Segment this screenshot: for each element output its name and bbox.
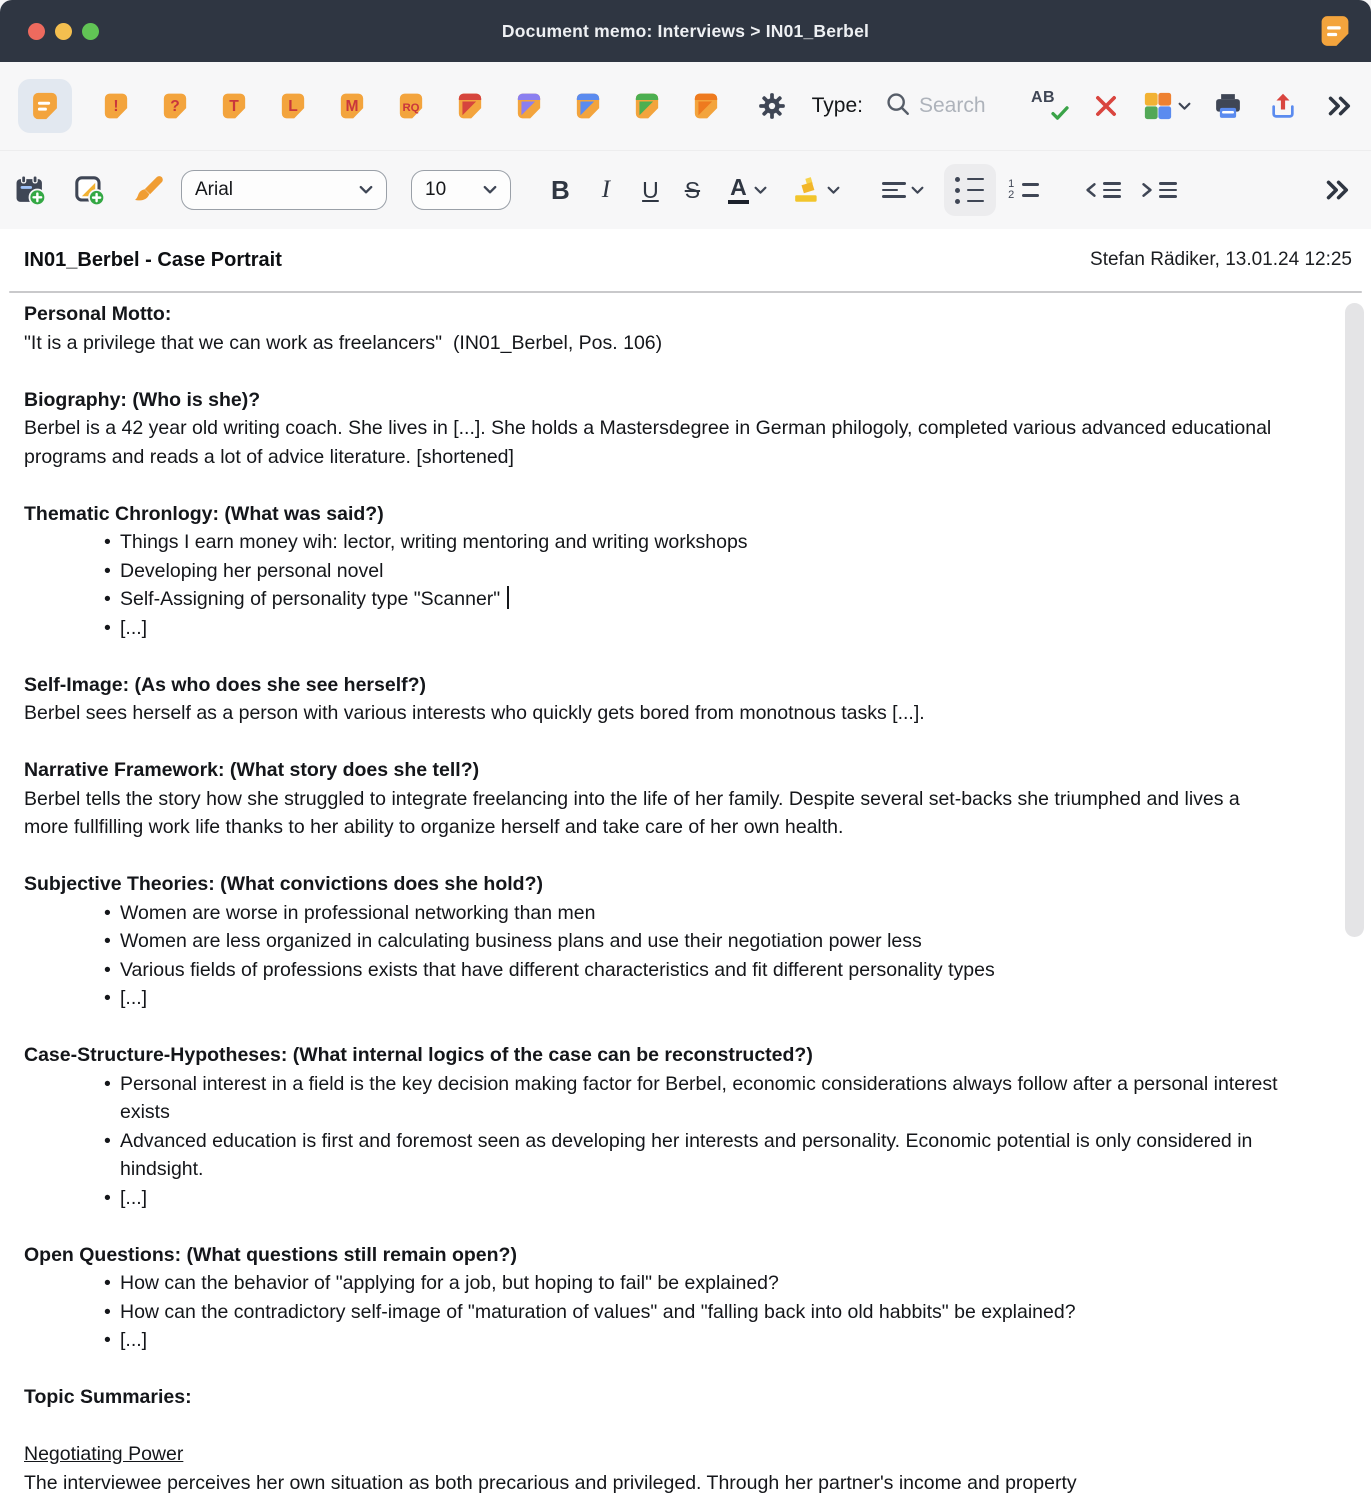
orange-memo-button[interactable] <box>691 91 721 121</box>
overflow-icon[interactable] <box>1327 95 1353 117</box>
gear-icon[interactable] <box>758 92 786 120</box>
memo-section <box>24 1041 1283 1212</box>
section-heading: Topic Summaries: <box>24 1386 192 1408</box>
purple-memo-button[interactable] <box>514 91 544 121</box>
spellcheck-icon[interactable]: AB <box>1031 89 1067 123</box>
check-icon <box>1051 106 1069 125</box>
standard-memo-button[interactable] <box>18 79 72 133</box>
section-subheading: Negotiating Power <box>24 1443 184 1465</box>
minimize-button[interactable] <box>55 23 72 40</box>
paragraph: Berbel sees herself as a person with various interests who quickly gets bored from monotnous tasks [...]. <box>24 702 925 724</box>
outdent-button[interactable] <box>1085 182 1121 198</box>
section-heading: Thematic Chronlogy: (What was said?) <box>24 502 384 525</box>
section-heading: Subjective Theories: (What convictions does she hold?) <box>24 873 543 895</box>
font-size-select[interactable]: 10 <box>411 170 511 210</box>
memo-title: IN01_Berbel - Case Portrait <box>24 248 282 271</box>
bullet-item: • Women are less organized in calculating business plans and use their negotiation power less <box>24 927 1283 956</box>
research-question-memo-button[interactable] <box>396 91 426 121</box>
search-input[interactable] <box>919 94 1007 118</box>
blue-memo-button[interactable] <box>573 91 603 121</box>
export-icon[interactable] <box>1269 92 1297 120</box>
format-toolbar <box>0 150 1371 229</box>
chevron-down-icon <box>754 186 767 195</box>
highlight-button[interactable] <box>791 175 840 206</box>
svg-text:L: L <box>288 98 298 116</box>
close-button[interactable] <box>28 23 45 40</box>
memo-section <box>24 1241 1283 1355</box>
bullet-item: • How can the behavior of "applying for a job, but hoping to fail" be explained? <box>24 1269 1283 1298</box>
text-cursor <box>507 586 509 609</box>
section-heading: Narrative Framework: (What story does she tell?) <box>24 759 480 781</box>
memo-type-buttons <box>18 79 721 133</box>
addons-icon[interactable] <box>1143 91 1191 121</box>
memo-section <box>24 386 1283 472</box>
print-icon[interactable] <box>1213 91 1243 121</box>
important-memo-button[interactable] <box>101 91 131 121</box>
bullet-item: • [...] <box>24 1326 1283 1355</box>
window-title: Document memo: Interviews > IN01_Berbel <box>501 20 870 41</box>
indent-icon <box>1159 182 1177 198</box>
search-field[interactable] <box>885 91 1007 122</box>
paragraph: Berbel tells the story how she struggled to integrate freelancing into the life of her family. Despite several set-backs she triumphed and lives a more fullfilling work life thanks to her ability to organize herself and take care of her own health. <box>24 787 1246 838</box>
titlebar <box>0 0 1371 62</box>
memo-icon <box>1317 13 1353 49</box>
section-heading: Biography: (Who is she)? <box>24 388 261 411</box>
numbered-list-icon: 1 2 <box>1008 182 1039 198</box>
bullet-item: • Developing her personal novel <box>24 557 1283 586</box>
section-heading: Self-Image: (As who does she see herself?) <box>24 673 427 696</box>
bullet-item: • Various fields of professions exists that have different characteristics and fit different personality types <box>24 956 1283 985</box>
svg-text:M: M <box>345 98 359 116</box>
svg-text:?: ? <box>170 98 180 116</box>
insert-date-icon[interactable] <box>14 174 47 207</box>
bullet-item: • [...] <box>24 984 1283 1013</box>
chevron-down-icon <box>483 179 497 201</box>
memo-section <box>24 870 1283 1013</box>
indent-button[interactable] <box>1141 182 1177 198</box>
bullet-item: • Self-Assigning of personality type "Scanner" <box>24 585 1283 614</box>
chevron-down-icon <box>827 186 840 195</box>
section-heading: Open Questions: (What questions still remain open?) <box>24 1243 517 1266</box>
memo-toolbar-actions <box>758 89 1353 123</box>
chevron-down-icon <box>359 179 373 201</box>
scrollbar-thumb[interactable] <box>1345 303 1364 937</box>
remove-icon[interactable] <box>1093 93 1119 119</box>
strikethrough-button[interactable]: S <box>684 176 701 203</box>
question-memo-button[interactable] <box>160 91 190 121</box>
memo-section <box>24 671 1283 728</box>
text-color-button[interactable]: A <box>728 176 767 204</box>
bullet-item: • How can the contradictory self-image of "maturation of values" and "falling back into old habbits" be explained? <box>24 1298 1283 1327</box>
bullet-list-icon <box>955 177 984 204</box>
memo-section <box>24 1440 1283 1497</box>
literature-memo-button[interactable] <box>278 91 308 121</box>
traffic-lights <box>28 0 99 62</box>
chevron-down-icon <box>911 186 924 195</box>
italic-button[interactable]: I <box>601 176 611 203</box>
type-label: Type: <box>811 94 863 117</box>
bullet-item: • Things I earn money wih: lector, writing mentoring and writing workshops <box>24 528 1283 557</box>
green-memo-button[interactable] <box>632 91 662 121</box>
svg-text:T: T <box>229 98 239 116</box>
align-left-icon <box>882 182 906 198</box>
font-family-select[interactable]: Arial <box>181 170 387 210</box>
memo-section <box>24 756 1283 842</box>
overflow-icon[interactable] <box>1325 179 1351 201</box>
search-icon <box>885 91 911 122</box>
memo-toolbar <box>0 62 1371 150</box>
outdent-icon <box>1103 182 1121 198</box>
bullet-item: • [...] <box>24 1184 1283 1213</box>
bold-button[interactable]: B <box>551 174 570 205</box>
section-heading: Personal Motto: <box>24 303 172 325</box>
paragraph: "It is a privilege that we can work as freelancers" (IN01_Berbel, Pos. 106) <box>24 331 663 354</box>
red-memo-button[interactable] <box>455 91 485 121</box>
chevron-down-icon <box>1178 102 1191 111</box>
bullet-item: • Advanced education is first and foremost seen as developing her interests and personality. Economic potential is only considered in hindsight. <box>24 1127 1283 1184</box>
align-button[interactable] <box>882 182 924 198</box>
bullet-list-button[interactable] <box>944 164 996 216</box>
memo-section <box>24 300 1283 357</box>
zoom-button[interactable] <box>82 23 99 40</box>
doc-header <box>0 229 1371 291</box>
method-memo-button[interactable] <box>337 91 367 121</box>
theory-memo-button[interactable] <box>219 91 249 121</box>
paragraph: The interviewee perceives her own situation as both precarious and privileged. Through her partner's income and property <box>24 1471 1077 1494</box>
memo-section <box>24 500 1283 643</box>
numbered-list-button[interactable] <box>1008 178 1039 201</box>
underline-button[interactable]: U <box>642 176 659 203</box>
format-painter-icon[interactable] <box>132 174 165 207</box>
memo-content <box>24 300 1283 1497</box>
section-heading: Case-Structure-Hypotheses: (What internal logics of the case can be reconstructed?) <box>24 1044 813 1066</box>
author-timestamp: Stefan Rädiker, 13.01.24 12:25 <box>1090 249 1352 270</box>
svg-text:!: ! <box>113 98 119 116</box>
memo-editor[interactable] <box>0 293 1371 1500</box>
insert-memo-icon[interactable] <box>73 174 106 207</box>
bullet-item: • [...] <box>24 614 1283 643</box>
bullet-item: • Personal interest in a field is the key decision making factor for Berbel, economic considerations always follow after a personal interest exists <box>24 1070 1283 1127</box>
paragraph: Berbel is a 42 year old writing coach. She lives in [...]. She holds a Mastersdegree in German philogoly, completed various advanced educational programs and reads a lot of advice literature. [shortened] <box>24 417 1277 468</box>
memo-section <box>24 1383 1283 1412</box>
svg-text:RQ: RQ <box>402 102 420 115</box>
bullet-item: • Women are worse in professional networking than men <box>24 899 1283 928</box>
